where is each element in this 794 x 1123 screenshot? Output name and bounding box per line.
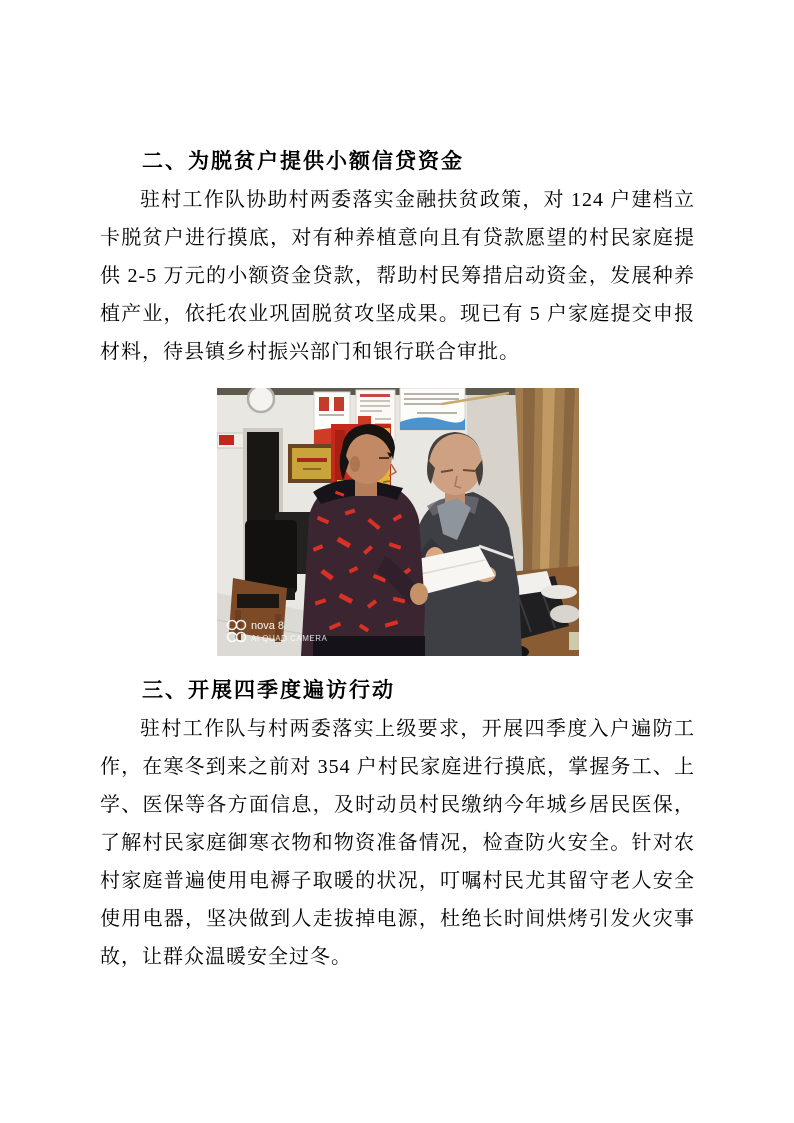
section-3-heading: 三、开展四季度遍访行动 (142, 679, 395, 702)
photo-illustration (217, 388, 579, 656)
section-2-paragraph: 驻村工作队协助村两委落实金融扶贫政策，对 124 户建档立卡脱贫户进行摸底，对有种养植意向且有贷款愿望的村民家庭提供 2-5 万元的小额资金贷款，帮助村民筹措启动资金，发展种养植产业，依托农业巩固脱贫攻坚成果。现已有 5 户家庭提交申报材料，待县镇乡村振兴部门和银行联合审批。 (100, 189, 695, 363)
village-visit-photo (217, 388, 579, 656)
watermark-camera-label: AI QUAD CAMERA (250, 634, 327, 643)
section-3-paragraph: 驻村工作队与村两委落实上级要求，开展四季度入户遍防工作，在寒冬到来之前对 354 户村民家庭进行摸底，掌握务工、上学、医保等各方面信息，及时动员村民缴纳今年城乡居民医保，了解村民家庭御寒衣物和物资准备情况，检查防火安全。针对农村家庭普遍使用电褥子取暖的状况，叮嘱村民尤其留守老人安全使用电器，坚决做到人走拔掉电源，杜绝长时间烘烤引发火灾事故，让群众温暖安全过冬。 (100, 718, 695, 968)
section-2-heading: 二、为脱贫户提供小额信贷资金 (142, 150, 464, 173)
document-content (100, 143, 695, 976)
watermark-device-label: nova 8 (250, 620, 284, 632)
